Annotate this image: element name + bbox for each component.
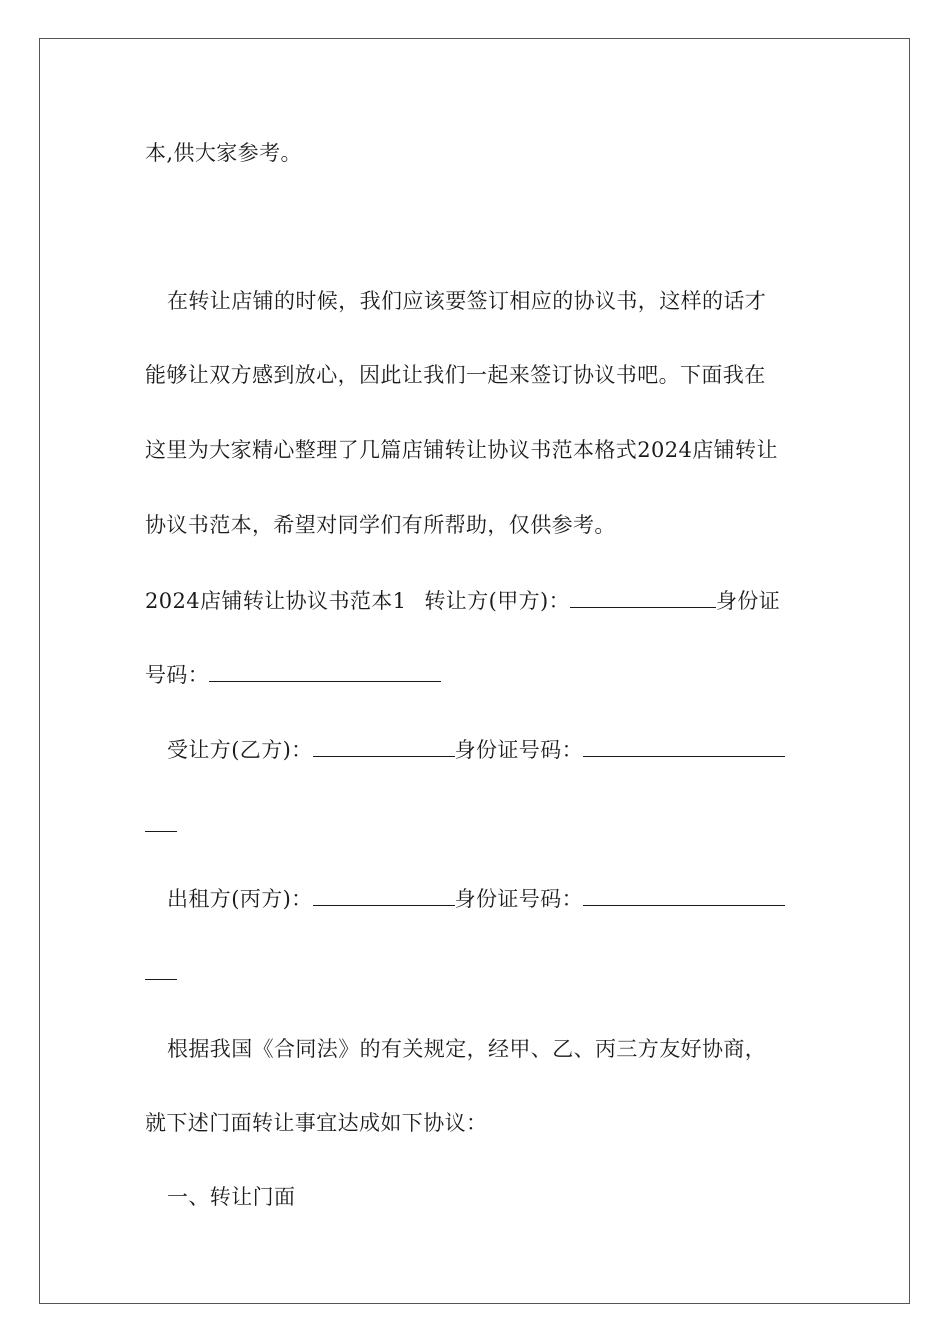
paragraph-line: 协议书范本，希望对同学们有所帮助，仅供参考。 xyxy=(145,513,616,537)
party-b-name-blank[interactable] xyxy=(313,736,455,757)
party-b-id-continuation xyxy=(145,810,177,840)
party-a-label: 转让方(甲方)： xyxy=(424,589,570,613)
party-a-id-blank[interactable] xyxy=(209,661,441,682)
paragraph-line: 这里为大家精心整理了几篇店铺转让协议书范本格式2024店铺转让 xyxy=(145,438,778,462)
paragraph-line: 在转让店铺的时候，我们应该要签订相应的协议书，这样的话才 xyxy=(167,289,767,313)
party-b-label: 受让方(乙方)： xyxy=(167,738,313,762)
id-number-label: 号码： xyxy=(145,663,210,687)
id-number-label: 身份证号码： xyxy=(454,887,583,911)
party-a-id-line xyxy=(145,660,441,690)
party-c-label: 出租方(丙方)： xyxy=(167,887,313,911)
party-c-id-blank-continued[interactable] xyxy=(145,959,177,980)
party-b-id-blank-continued[interactable] xyxy=(145,811,177,832)
paragraph-line: 能够让双方感到放心，因此让我们一起来签订协议书吧。下面我在 xyxy=(145,363,766,387)
id-label: 身份证 xyxy=(716,589,781,613)
party-c-id-continuation xyxy=(145,958,177,988)
id-number-label: 身份证号码： xyxy=(454,738,583,762)
clause-heading: 一、转让门面 xyxy=(167,1185,296,1209)
paragraph-line: 根据我国《合同法》的有关规定，经甲、乙、丙三方友好协商， xyxy=(167,1037,767,1061)
party-b-line xyxy=(167,735,785,765)
party-b-id-blank[interactable] xyxy=(583,736,785,757)
party-c-id-blank[interactable] xyxy=(583,885,785,906)
intro-line: 本,供大家参考。 xyxy=(145,141,302,165)
party-c-name-blank[interactable] xyxy=(313,885,455,906)
paragraph-line: 就下述门面转让事宜达成如下协议： xyxy=(145,1111,488,1135)
party-a-name-blank[interactable] xyxy=(570,587,716,608)
section-title: 2024店铺转让协议书范本1 xyxy=(145,589,407,613)
party-a-line xyxy=(145,586,780,616)
party-c-line xyxy=(167,884,785,914)
